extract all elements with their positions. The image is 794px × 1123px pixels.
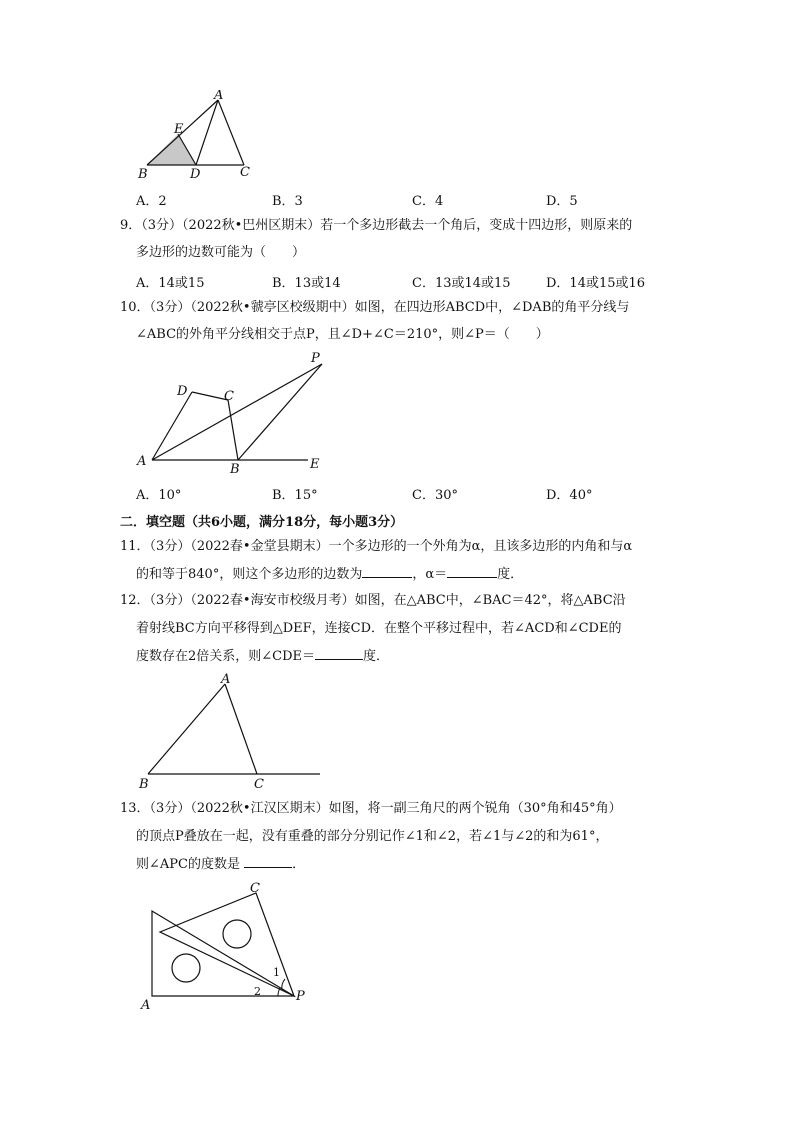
q11-text-c: 度． — [497, 567, 524, 582]
q11-answer-blank-1[interactable] — [362, 565, 412, 578]
q11-answer-blank-2[interactable] — [447, 565, 497, 578]
label-D: D — [190, 167, 201, 182]
q10-stem-line2: ∠ABC的外角平分线相交于点P，且∠D+∠C＝210°，则∠P＝（ ） — [136, 327, 549, 342]
q8-option-b: B．3 — [272, 194, 303, 209]
q10-option-a: A．10° — [136, 488, 182, 503]
figure-q8 — [130, 90, 260, 182]
q10-option-c: C．30° — [412, 488, 458, 503]
q13-stem-line2: 的顶点P叠放在一起，没有重叠的部分分别记作∠1和∠2，若∠1与∠2的和为61°， — [136, 829, 609, 844]
q9-option-b: B．13或14 — [272, 276, 341, 291]
q11-stem-line2 — [136, 565, 523, 584]
figure-q10 — [132, 348, 332, 473]
q10-option-d: D．40° — [546, 488, 593, 503]
label-E: E — [174, 122, 184, 137]
q8-option-c: C．4 — [412, 194, 444, 209]
label-A: A — [141, 998, 151, 1012]
label-B: B — [139, 777, 149, 792]
label-C: C — [250, 881, 260, 896]
figure-q12 — [132, 670, 332, 792]
figure-q13 — [130, 876, 320, 1012]
label-C: C — [240, 165, 250, 180]
label-B: B — [230, 462, 240, 473]
q11-text-b: ，α＝ — [412, 567, 448, 582]
label-P: P — [311, 351, 320, 366]
q12-stem-line2: 着射线BC方向平移得到△DEF，连接CD．在整个平移过程中，若∠ACD和∠CDE的 — [136, 621, 622, 636]
q11-text-a: 的和等于840°，则这个多边形的边数为 — [136, 567, 363, 582]
q10-stem-line1: 10．（3分）（2022秋•虢亭区校级期中）如图，在四边形ABCD中，∠DAB的角平分线与 — [120, 300, 630, 315]
label-angle-1: 1 — [273, 966, 280, 979]
q11-stem-line1: 11．（3分）（2022春•金堂县期末）一个多边形的一个外角为α，且该多边形的内角和与α — [120, 539, 633, 554]
label-P: P — [296, 989, 305, 1004]
q13-text-a: 则∠APC的度数是 — [136, 857, 240, 872]
label-E: E — [310, 457, 320, 472]
q12-text-a: 度数存在2倍关系，则∠CDE＝ — [136, 649, 316, 664]
label-A: A — [221, 672, 231, 687]
q9-option-c: C．13或14或15 — [412, 276, 511, 291]
q9-option-a: A．14或15 — [136, 276, 205, 291]
q13-text-b: ． — [292, 857, 306, 872]
label-B: B — [138, 167, 148, 182]
q9-option-d: D．14或15或16 — [546, 276, 646, 291]
q12-text-b: 度． — [363, 649, 390, 664]
q13-stem-line3 — [136, 855, 305, 874]
q13-answer-blank[interactable] — [244, 855, 292, 868]
q9-stem-line2: 多边形的边数可能为（ ） — [136, 245, 306, 260]
q8-option-d: D．5 — [546, 194, 578, 209]
q12-stem-line1: 12．（3分）（2022春•海安市校级月考）如图，在△ABC中，∠BAC＝42°，将△ABC沿 — [120, 593, 626, 608]
label-C: C — [224, 389, 234, 404]
label-C: C — [254, 777, 264, 792]
q8-option-a: A．2 — [136, 194, 167, 209]
section-title: 二．填空题（共6小题，满分18分，每小题3分） — [120, 515, 404, 530]
label-A: A — [214, 90, 224, 103]
label-angle-2: 2 — [254, 985, 261, 998]
label-D: D — [177, 384, 188, 399]
q9-stem-line1: 9．（3分）（2022秋•巴州区期末）若一个多边形截去一个角后，变成十四边形，则原来的 — [120, 218, 633, 233]
q12-stem-line3 — [136, 647, 389, 666]
q12-answer-blank[interactable] — [315, 647, 363, 660]
q10-option-b: B．15° — [272, 488, 318, 503]
label-A: A — [137, 454, 147, 469]
q13-stem-line1: 13．（3分）（2022秋•江汉区期末）如图，将一副三角尺的两个锐角（30°角和45°角） — [120, 801, 622, 816]
